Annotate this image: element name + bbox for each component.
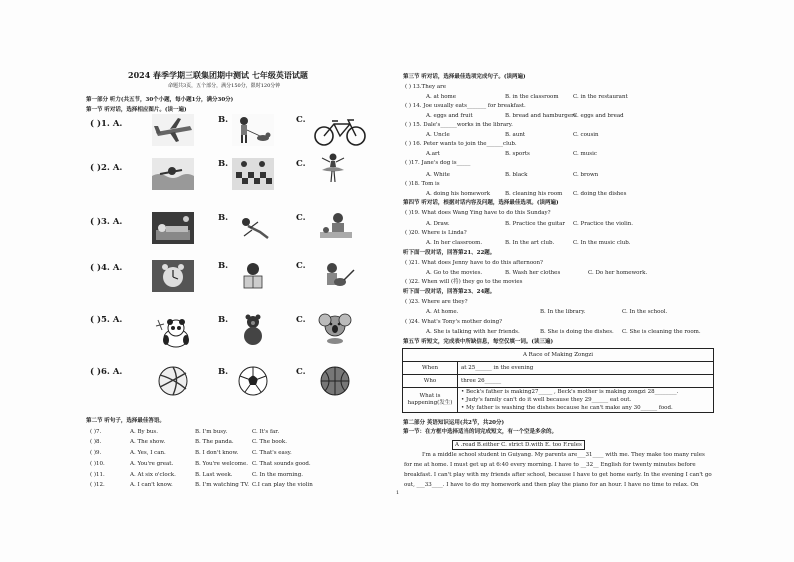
listen-21-22-heading: 听下面一段对话，回答第21、22题。 (403, 250, 496, 256)
q4-option-c: C. (296, 261, 306, 271)
q14-option-c: C. eggs and bread (573, 113, 624, 119)
q17-option-b: B. black (505, 172, 528, 178)
soccer-ball-icon (232, 365, 274, 397)
q5-option-c: C. (296, 315, 306, 325)
q24-option-b: B. She is doing the dishes. (540, 329, 614, 335)
q12-option-b: B. I'm watching TV. (195, 482, 250, 488)
what-line-2: • Judy's family can't do it well because they 29______ eat out. (461, 397, 632, 403)
q24-option-c: C. She is cleaning the room. (622, 329, 701, 335)
section4-heading: 第四节 听对话，根据对话内容及问题，选择最佳选项。(读两遍) (403, 200, 559, 206)
q7-number: ( )7. (90, 429, 102, 435)
table-title: A Race of Making Zongzi (403, 349, 714, 362)
ballet-dancer-icon (312, 152, 354, 184)
q19-stem: ( )19. What does Wang Ying have to do this Sunday? (405, 210, 551, 216)
q11-number: ( )11. (90, 472, 105, 478)
q4-option-b: B. (218, 261, 229, 271)
q3-option-c: C. (296, 213, 306, 223)
q18-option-c: C. doing the dishes (573, 191, 627, 197)
what-line-1: • Beck's father is making27_____ , Beck's mother is making zongzi 28________. (461, 389, 679, 395)
q15-option-a: A. Uncle (426, 132, 450, 138)
q8-option-b: B. The panda. (195, 439, 234, 445)
row-value-what (458, 388, 714, 413)
q18-stem: ( )18. Tom is (405, 181, 440, 187)
q21-option-a: A. Go to the movies. (426, 270, 483, 276)
q8-option-a: A. The show. (130, 439, 166, 445)
bicycle-icon (312, 116, 368, 148)
q10-option-b: B. You're welcome. (195, 461, 249, 467)
q9-option-b: B. I don't know. (195, 450, 239, 456)
passage-line-4: out, ___33____. I have to do my homework and then play the piano for an hour. I have no time to relax. On (404, 482, 699, 488)
q16-stem: ( ) 16. Peter wants to join the______club. (405, 141, 517, 147)
page-number: 1 (396, 490, 400, 496)
q21-option-b: B. Wash her clothes (505, 270, 561, 276)
q9-option-a: A. Yes, I can. (130, 450, 166, 456)
q17-option-c: C. brown (573, 172, 599, 178)
boy-playing-icon (314, 210, 356, 242)
girl-walking-dog-icon (232, 114, 274, 146)
q20-option-b: B. In the art club. (505, 240, 555, 246)
q8-number: ( )8. (90, 439, 102, 445)
q6-option-b: B. (218, 367, 229, 377)
q14-option-a: A. eggs and fruit (426, 113, 473, 119)
zongzi-table (402, 348, 714, 413)
q20-stem: ( )20. Where is Linda? (405, 230, 467, 236)
q19-option-c: C. Practice the violin. (573, 221, 633, 227)
q9-option-c: C. That's easy. (252, 450, 292, 456)
q11-option-b: B. Last week. (195, 472, 233, 478)
q1-option-b: B. (218, 115, 229, 125)
q24-stem: ( )24. What's Tony's mother doing? (405, 319, 503, 325)
q13-option-c: C. in the restaurant (573, 94, 628, 100)
q15-stem: ( ) 15. Dale's______works in the library. (405, 122, 513, 128)
q2-option-b: B. (218, 159, 229, 169)
q14-option-b: B. bread and hamburgers (505, 113, 577, 119)
q12-option-a: A. I can't know. (130, 482, 173, 488)
q17-option-a: A. White (426, 172, 450, 178)
q11-option-a: A. At six o'clock. (130, 472, 176, 478)
passage-line-1: I'm a middle school student in Guiyang. My parents are___31____ with me. They make too many rules (422, 452, 705, 458)
row-value-who: three 26______ (458, 375, 714, 388)
q4-number: ( )4. A. (90, 263, 123, 273)
q18-option-b: B. cleaning his room (505, 191, 563, 197)
table-row (403, 375, 714, 388)
boy-guitar-icon (314, 260, 356, 292)
q23-option-a: A. At home. (426, 309, 459, 315)
q19-option-b: B. Practice the guitar (505, 221, 565, 227)
q17-stem: ( )17. Jane's dog is_____ (405, 160, 471, 166)
q13-option-b: B. in the classroom (505, 94, 559, 100)
q8-option-c: C. The book. (252, 439, 287, 445)
q5-option-b: B. (218, 315, 229, 325)
q6-option-c: C. (296, 367, 306, 377)
row-label-when: When (403, 362, 458, 375)
q23-option-b: B. In the library. (540, 309, 586, 315)
passage-line-2: for me at home. I must get up at 6:40 every morning. I have to __32__ English for twenty minutes before (404, 462, 696, 468)
q23-option-c: C. In the school. (622, 309, 668, 315)
q24-option-a: A. She is talking with her friends. (426, 329, 520, 335)
volleyball-icon (152, 365, 194, 397)
q16-option-a: A.art (426, 151, 440, 157)
q2-number: ( )2. A. (90, 163, 123, 173)
panda-icon (152, 316, 194, 348)
sleeping-in-bed-icon (152, 212, 194, 244)
koala-icon (314, 312, 356, 344)
q22-stem: ( )22. When will (将) they go to the movies (405, 279, 523, 285)
q21-stem: ( )21. What does Jenny have to do this afternoon? (405, 260, 543, 266)
girl-reading-icon (232, 260, 274, 292)
part2-heading: 第二部分 英语知识运用(共2节，共20分) (403, 420, 505, 426)
q11-option-c: C. In the morning. (252, 472, 303, 478)
part2-section1-heading: 第一节：在方框中选择适当的词完成短文，有一个空是多余的。 (403, 429, 558, 435)
q10-option-a: A. You're great. (130, 461, 174, 467)
listen-23-24-heading: 听下面一段对话，回答第23、24题。 (403, 289, 496, 295)
q10-option-c: C. That sounds good. (252, 461, 311, 467)
q3-number: ( )3. A. (90, 217, 123, 227)
q10-number: ( )10. (90, 461, 105, 467)
basketball-icon (314, 365, 356, 397)
table-row (403, 362, 714, 375)
q12-option-c: C.I can play the violin (252, 482, 313, 488)
q16-option-c: C. music (573, 151, 597, 157)
q13-option-a: A. at home (426, 94, 457, 100)
passage-line-3: breakfast. I can't play with my friends after school, because I have to get home early. In the evening I can't go (404, 472, 712, 478)
q1-option-c: C. (296, 115, 306, 125)
section2-heading: 第二节 听句子，选择最佳答语。 (86, 418, 165, 424)
word-box: A .read B.either C. strict D.with E. too F.rules (452, 440, 585, 450)
q3-option-b: B. (218, 213, 229, 223)
q20-option-a: A. In her classroom. (426, 240, 483, 246)
alarm-clock-icon (152, 260, 194, 292)
q1-number: ( )1. A. (90, 119, 123, 129)
section3-heading: 第三节 听对话，选择最佳选项完成句子。(读两遍) (403, 74, 526, 80)
airplane-icon (152, 114, 194, 146)
q19-option-a: A. Draw. (426, 221, 450, 227)
exam-subtitle: 命题共3页，五个部分，满分150分，限时120分钟 (168, 83, 281, 89)
q14-stem: ( ) 14. Joe usually eats_______ for breakfast. (405, 103, 526, 109)
row-value-when: at 25______ in the evening (458, 362, 714, 375)
table-row (403, 388, 714, 413)
q9-number: ( )9. (90, 450, 102, 456)
exam-title: 2024 春季学期三联集团期中测试 七年级英语试题 (128, 70, 308, 80)
q15-option-b: B. aunt (505, 132, 526, 138)
row-label-who: Who (403, 375, 458, 388)
q7-option-b: B. I'm busy. (195, 429, 228, 435)
q21-option-c: C. Do her homework. (588, 270, 648, 276)
q23-stem: ( )23. Where are they? (405, 299, 468, 305)
boy-exercising-icon (232, 212, 274, 244)
part1-heading: 第一部分 听力(共五节，30个小题，每小题1分，满分30分) (86, 97, 234, 103)
what-line-3: • My father is washing the dishes because he can't make any 30______ food. (461, 405, 673, 411)
q15-option-c: C. cousin (573, 132, 599, 138)
q20-option-c: C. In the music club. (573, 240, 631, 246)
boy-swimming-icon (152, 158, 194, 190)
q2-option-c: C. (296, 159, 306, 169)
row-label-what: What is happening(发生) (403, 388, 458, 413)
section5-heading: 第五节 听短文，完成表中所缺信息，每空仅填一词。(读三遍) (403, 339, 554, 345)
q18-option-a: A. doing his homework (426, 191, 491, 197)
chess-board-icon (232, 158, 274, 190)
q12-number: ( )12. (90, 482, 105, 488)
q7-option-a: A. By bus. (130, 429, 158, 435)
q6-number: ( )6. A. (90, 367, 123, 377)
q5-number: ( )5. A. (90, 315, 123, 325)
section1-heading: 第一节 听对话，选择相应图片。(读一遍) (86, 107, 187, 113)
q7-option-c: C. It's far. (252, 429, 280, 435)
bear-icon (232, 314, 274, 346)
q16-option-b: B. sports (505, 151, 530, 157)
q13-stem: ( ) 13.They are (405, 84, 447, 90)
